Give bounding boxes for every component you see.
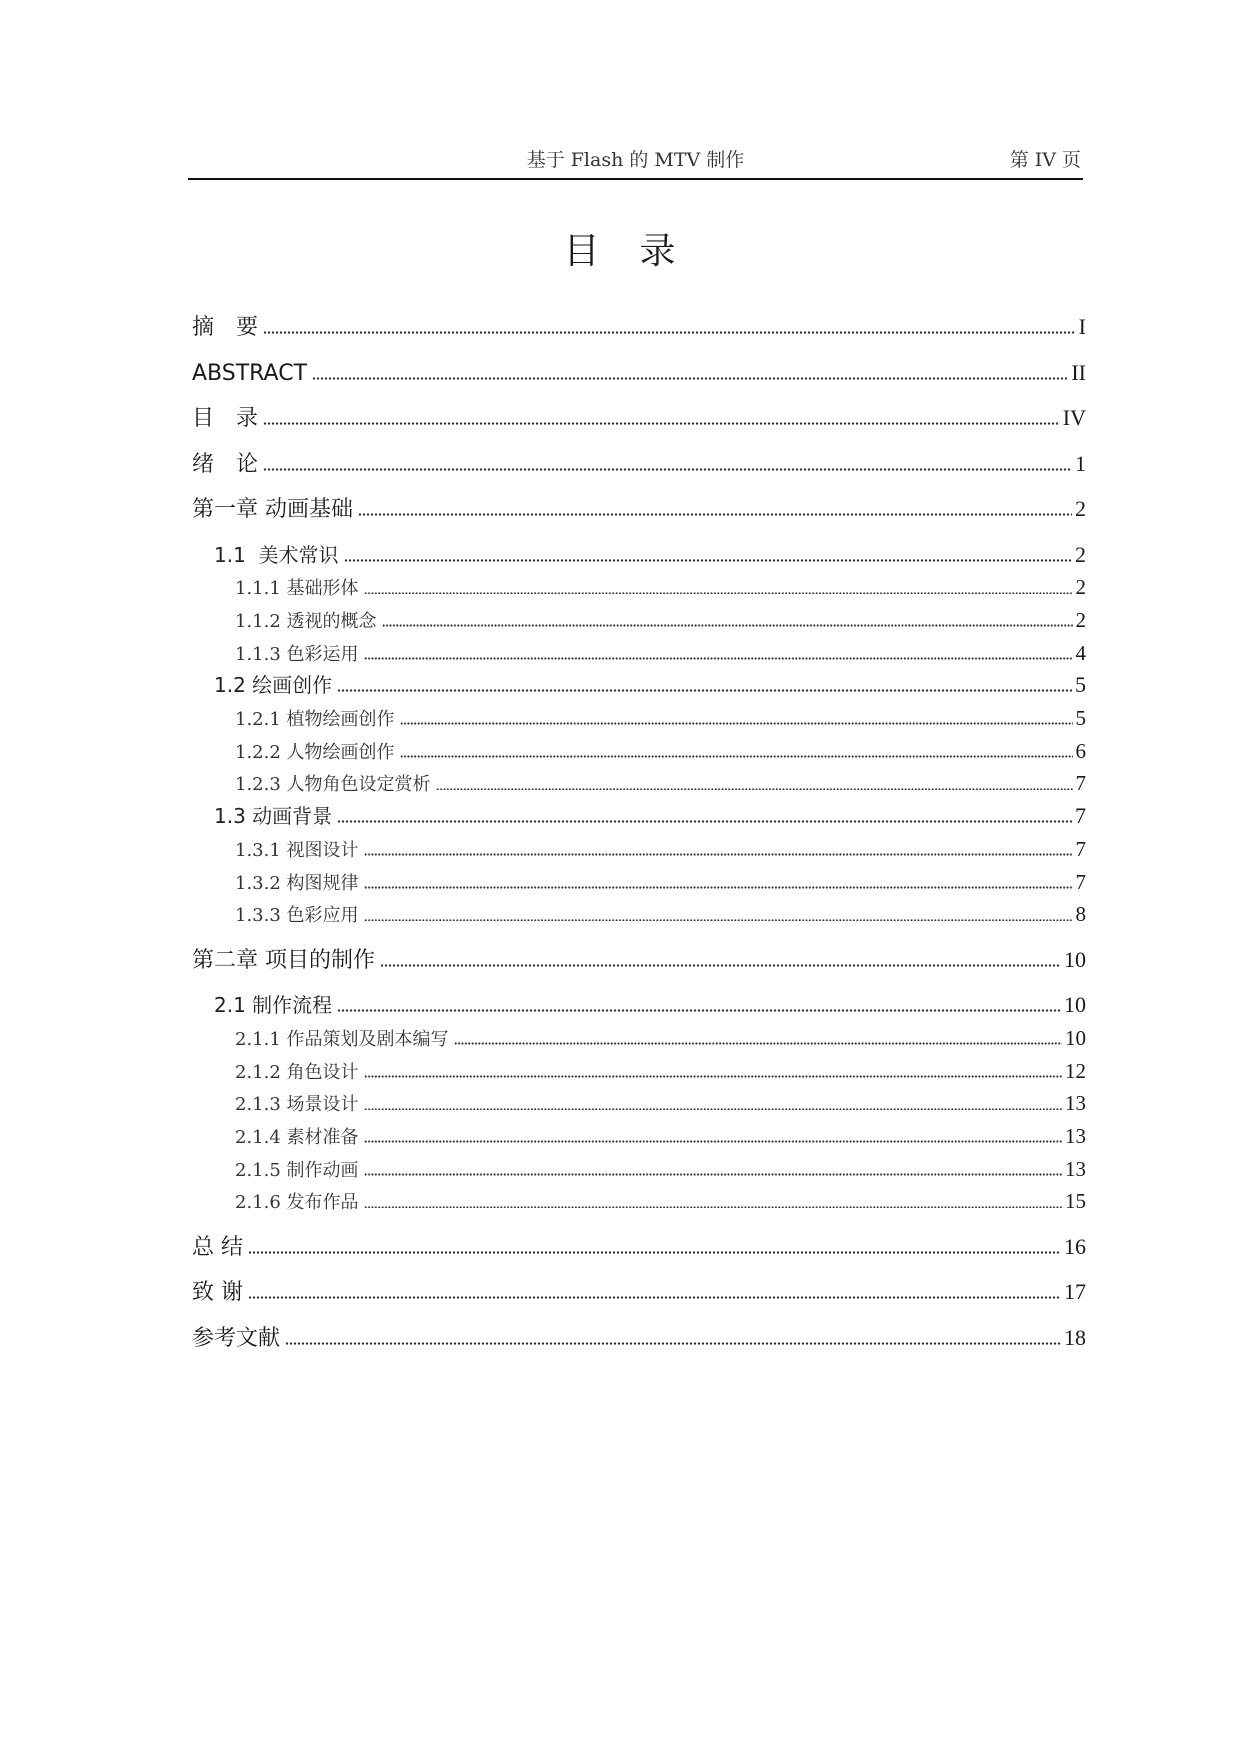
toc-entry xyxy=(235,701,1086,735)
toc-entry xyxy=(192,1275,1086,1309)
toc-entry xyxy=(214,538,1086,572)
toc-entry xyxy=(214,988,1086,1022)
toc-entry-page: 10 xyxy=(1064,992,1086,1018)
toc-entry-page: 8 xyxy=(1075,902,1086,927)
toc-entry-page: 5 xyxy=(1075,672,1086,698)
toc-entry-label: 致 谢 xyxy=(192,1280,243,1306)
toc-entry xyxy=(235,603,1086,637)
dot-leader xyxy=(364,918,1073,921)
toc-entry-label: 2.1.5 制作动画 xyxy=(235,1159,359,1181)
toc-entry-label: 1.2.1 植物绘画创作 xyxy=(235,709,395,730)
running-header xyxy=(188,146,1083,180)
toc-entry-page: 10 xyxy=(1064,946,1086,972)
toc-entry xyxy=(192,356,1086,390)
dot-leader xyxy=(312,377,1068,380)
dot-leader xyxy=(436,787,1073,790)
dot-leader xyxy=(400,755,1073,758)
dot-leader xyxy=(248,1296,1061,1299)
toc-entry xyxy=(192,1230,1086,1264)
dot-leader xyxy=(337,1009,1061,1012)
toc-entry-label: 1.3.2 构图规律 xyxy=(235,872,359,894)
toc-entry-label: 1.1.1 基础形体 xyxy=(235,578,359,600)
toc-entry xyxy=(192,447,1086,481)
toc-entry xyxy=(192,492,1086,526)
toc-entry-page: II xyxy=(1071,359,1086,385)
toc-entry-label: 1.1 美术常识 xyxy=(214,542,339,567)
dot-leader xyxy=(364,1107,1062,1110)
toc-entry-label: 绪 论 xyxy=(192,451,259,477)
toc-entry xyxy=(214,799,1086,833)
dot-leader xyxy=(263,468,1072,471)
dot-leader xyxy=(364,1140,1062,1143)
toc-title: 目 录 xyxy=(563,231,678,272)
toc-entry-page: 2 xyxy=(1075,607,1086,632)
dot-leader xyxy=(364,1075,1062,1078)
toc-entry xyxy=(192,943,1086,977)
dot-leader xyxy=(344,559,1072,562)
dot-leader xyxy=(248,1251,1061,1254)
toc-entry xyxy=(192,310,1086,344)
toc-entry-label: 总 结 xyxy=(192,1234,243,1260)
toc-entry-page: 16 xyxy=(1064,1233,1086,1259)
dot-leader xyxy=(263,331,1076,334)
toc-entry-page: 17 xyxy=(1064,1279,1086,1305)
toc-entry-label: 2.1.6 发布作品 xyxy=(235,1192,359,1214)
toc-entry xyxy=(235,636,1086,670)
toc-entry-label: 第一章 动画基础 xyxy=(192,497,353,522)
toc-entry-label: 1.2.2 人物绘画创作 xyxy=(235,741,395,763)
toc-entry-page: 2 xyxy=(1075,575,1086,600)
dot-leader xyxy=(382,624,1073,627)
toc-entry-label: 摘 要 xyxy=(192,315,259,340)
toc-entry-label: 1.3 动画背景 xyxy=(214,804,333,829)
toc-entry xyxy=(235,734,1086,768)
toc-entry-page: 1 xyxy=(1075,450,1086,476)
dot-leader xyxy=(337,820,1072,823)
toc-entry-page: 2 xyxy=(1075,541,1086,567)
dot-leader xyxy=(454,1042,1062,1045)
dot-leader xyxy=(285,1342,1061,1345)
toc-entry-page: 7 xyxy=(1075,836,1086,861)
toc-entry-page: 10 xyxy=(1065,1025,1086,1050)
toc-entry xyxy=(192,1321,1086,1355)
toc-entry xyxy=(235,1086,1086,1120)
toc-entry-page: 4 xyxy=(1075,640,1086,665)
toc-entry-page: 5 xyxy=(1075,706,1086,730)
toc-entry-page: 7 xyxy=(1075,771,1086,796)
toc-entry-label: 1.3.1 视图设计 xyxy=(235,839,359,861)
toc-entry-label: 2.1.2 角色设计 xyxy=(235,1061,359,1083)
toc-entry-label: 1.2.3 人物角色设定赏析 xyxy=(235,774,431,796)
toc-entry-page: 2 xyxy=(1075,496,1086,521)
toc-entry xyxy=(235,1021,1086,1055)
toc-entry xyxy=(235,832,1086,866)
toc-entry xyxy=(235,1184,1086,1218)
toc-entry-page: 12 xyxy=(1065,1058,1086,1083)
toc-entry-page: 6 xyxy=(1075,738,1086,763)
dot-leader xyxy=(364,591,1073,594)
toc-entry xyxy=(235,897,1086,931)
toc-entry-label: 目 录 xyxy=(192,406,259,431)
dot-leader xyxy=(358,513,1072,516)
toc-entry-page: IV xyxy=(1062,405,1086,430)
dot-leader xyxy=(380,964,1061,967)
dot-leader xyxy=(364,1205,1062,1208)
toc-entry-label: 第二章 项目的制作 xyxy=(192,947,375,973)
toc-entry-label: 2.1.3 场景设计 xyxy=(235,1094,359,1116)
toc-entry-label: 参考文献 xyxy=(192,1325,281,1351)
toc-entry-page: 13 xyxy=(1065,1124,1086,1148)
dot-leader xyxy=(364,853,1073,856)
dot-leader xyxy=(364,1173,1062,1176)
dot-leader xyxy=(400,722,1073,725)
toc-entry-page: 13 xyxy=(1065,1156,1086,1181)
dot-leader xyxy=(364,886,1073,889)
header-page-number: 第 IV 页 xyxy=(1009,149,1081,171)
toc-entry-label: 2.1.4 素材准备 xyxy=(235,1127,359,1148)
toc-entry-page: 18 xyxy=(1064,1324,1086,1350)
toc-entry xyxy=(235,1119,1086,1153)
toc-entry-label: 2.1.1 作品策划及剧本编写 xyxy=(235,1028,449,1050)
header-rule xyxy=(188,178,1083,180)
toc-entry-label: 2.1 制作流程 xyxy=(214,993,333,1018)
dot-leader xyxy=(364,657,1073,660)
toc-entry-page: 15 xyxy=(1065,1189,1086,1214)
toc-entry xyxy=(235,1152,1086,1186)
toc-entry-page: 7 xyxy=(1075,803,1086,829)
toc-entry-label: 1.3.3 色彩应用 xyxy=(235,905,359,927)
header-title: 基于 Flash 的 MTV 制作 xyxy=(526,149,745,171)
toc-entry-page: I xyxy=(1078,314,1086,339)
toc-entry-label: 1.1.3 色彩运用 xyxy=(235,643,359,665)
toc-entry xyxy=(235,766,1086,800)
toc-entry xyxy=(235,570,1086,604)
toc-entry xyxy=(214,668,1086,702)
dot-leader xyxy=(337,689,1072,692)
dot-leader xyxy=(263,422,1060,425)
toc-entry-label: ABSTRACT xyxy=(192,360,308,386)
toc-entry xyxy=(235,1054,1086,1088)
toc-entry-page: 13 xyxy=(1065,1091,1086,1116)
toc-entry-label: 1.1.2 透视的概念 xyxy=(235,610,377,632)
toc-entry xyxy=(235,865,1086,899)
toc-entry xyxy=(192,401,1086,435)
toc-entry-label: 1.2 绘画创作 xyxy=(214,673,333,698)
toc-entry-page: 7 xyxy=(1075,869,1086,894)
